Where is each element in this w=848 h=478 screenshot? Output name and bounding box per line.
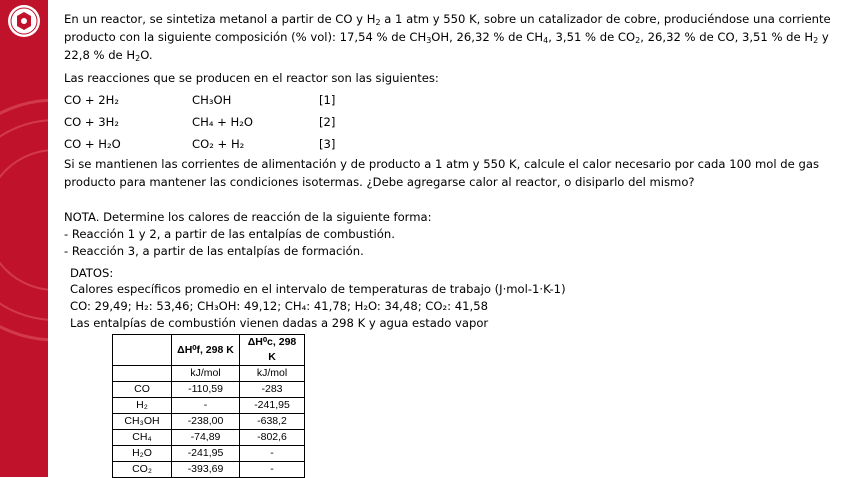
table-row xyxy=(113,414,305,430)
table-row xyxy=(113,382,305,398)
reaction-1-lhs: CO + 2H₂ xyxy=(64,93,120,107)
reaction-2-lhs: CO + 3H₂ xyxy=(64,115,120,129)
hf-cell: -74,89 xyxy=(172,430,240,446)
cp-values: CO: 29,49; H₂: 53,46; CH₃OH: 49,12; CH₄: 41,78; H₂O: 34,48; CO₂: 41,58 xyxy=(70,299,488,313)
table-header-row xyxy=(113,335,305,366)
hc-cell: -638,2 xyxy=(240,414,305,430)
species-cell: CO₂ xyxy=(113,462,172,478)
sidebar-banner xyxy=(0,0,48,477)
problem-statement xyxy=(64,10,839,64)
combustion-note: Las entalpías de combustión vienen dadas a 298 K y agua estado vapor xyxy=(70,316,489,330)
reaction-3-number: [3] xyxy=(319,137,336,151)
university-seal-icon xyxy=(7,4,41,38)
hc-cell: -802,6 xyxy=(240,430,305,446)
hc-cell: - xyxy=(240,446,305,462)
nota-title: NOTA. Determine los calores de reacción de la siguiente forma: xyxy=(64,210,432,224)
combustion-enthalpy-header: ΔH⁰c, 298 K xyxy=(240,335,305,366)
table-row xyxy=(113,462,305,478)
nota-item-1: - Reacción 1 y 2, a partir de las entalpías de combustión. xyxy=(64,227,395,241)
nota-item-2: - Reacción 3, a partir de las entalpías de formación. xyxy=(64,244,364,258)
reaction-2-number: [2] xyxy=(319,115,336,129)
reaction-3-lhs: CO + H₂O xyxy=(64,137,121,151)
datos-title: DATOS: xyxy=(70,266,114,280)
table-row xyxy=(113,398,305,414)
reaction-1-number: [1] xyxy=(319,93,336,107)
table-corner-cell xyxy=(113,335,172,366)
hf-cell: -241,95 xyxy=(172,446,240,462)
table-row xyxy=(113,430,305,446)
species-cell: H₂ xyxy=(113,398,172,414)
reactions-intro: Las reacciones que se producen en el reactor son las siguientes: xyxy=(64,71,439,85)
hf-cell: - xyxy=(172,398,240,414)
table-units-row xyxy=(113,366,305,382)
table-row xyxy=(113,446,305,462)
seal-watermark-icon xyxy=(0,70,48,370)
reaction-3-rhs: CO₂ + H₂ xyxy=(192,137,245,151)
formation-enthalpy-header: ΔH⁰f, 298 K xyxy=(172,335,240,366)
question-paragraph: Si se mantienen las corrientes de alimentación y de producto a 1 atm y 550 K, calcule el calor necesario por cada 100 mol de gas producto para mantener las condiciones isotermas. ¿Debe agregarse calor al reactor, o disiparlo del mismo? xyxy=(64,157,819,189)
intro-paragraph: En un reactor, se sintetiza metanol a partir de CO y $H_2$ a 1 atm y 550 K, sobre un catalizador de cobre, produciéndose una corriente producto con la siguiente composición (% vol): 17,54 % de $CH_3OH$, 26,32 % de $CH_4$, 3,51 % de $CO_2$, 26,32 % de CO, 3,51 % de $H_2$ y 22,8 % de $H_2O$. xyxy=(64,12,831,63)
species-cell: CH₄ xyxy=(113,430,172,446)
species-cell: CH₃OH xyxy=(113,414,172,430)
enthalpy-table xyxy=(112,334,305,478)
unit-cell: kJ/mol xyxy=(240,366,305,382)
hf-cell: -393,69 xyxy=(172,462,240,478)
cp-line: Calores específicos promedio en el intervalo de temperaturas de trabajo (J·mol-1·K-1) xyxy=(70,282,566,296)
hc-cell: -241,95 xyxy=(240,398,305,414)
reaction-1-rhs: CH₃OH xyxy=(192,93,232,107)
species-cell: H₂O xyxy=(113,446,172,462)
hf-cell: -110,59 xyxy=(172,382,240,398)
hc-cell: - xyxy=(240,462,305,478)
species-cell: CO xyxy=(113,382,172,398)
hc-cell: -283 xyxy=(240,382,305,398)
hf-cell: -238,00 xyxy=(172,414,240,430)
unit-cell: kJ/mol xyxy=(172,366,240,382)
reaction-2-rhs: CH₄ + H₂O xyxy=(192,115,254,129)
